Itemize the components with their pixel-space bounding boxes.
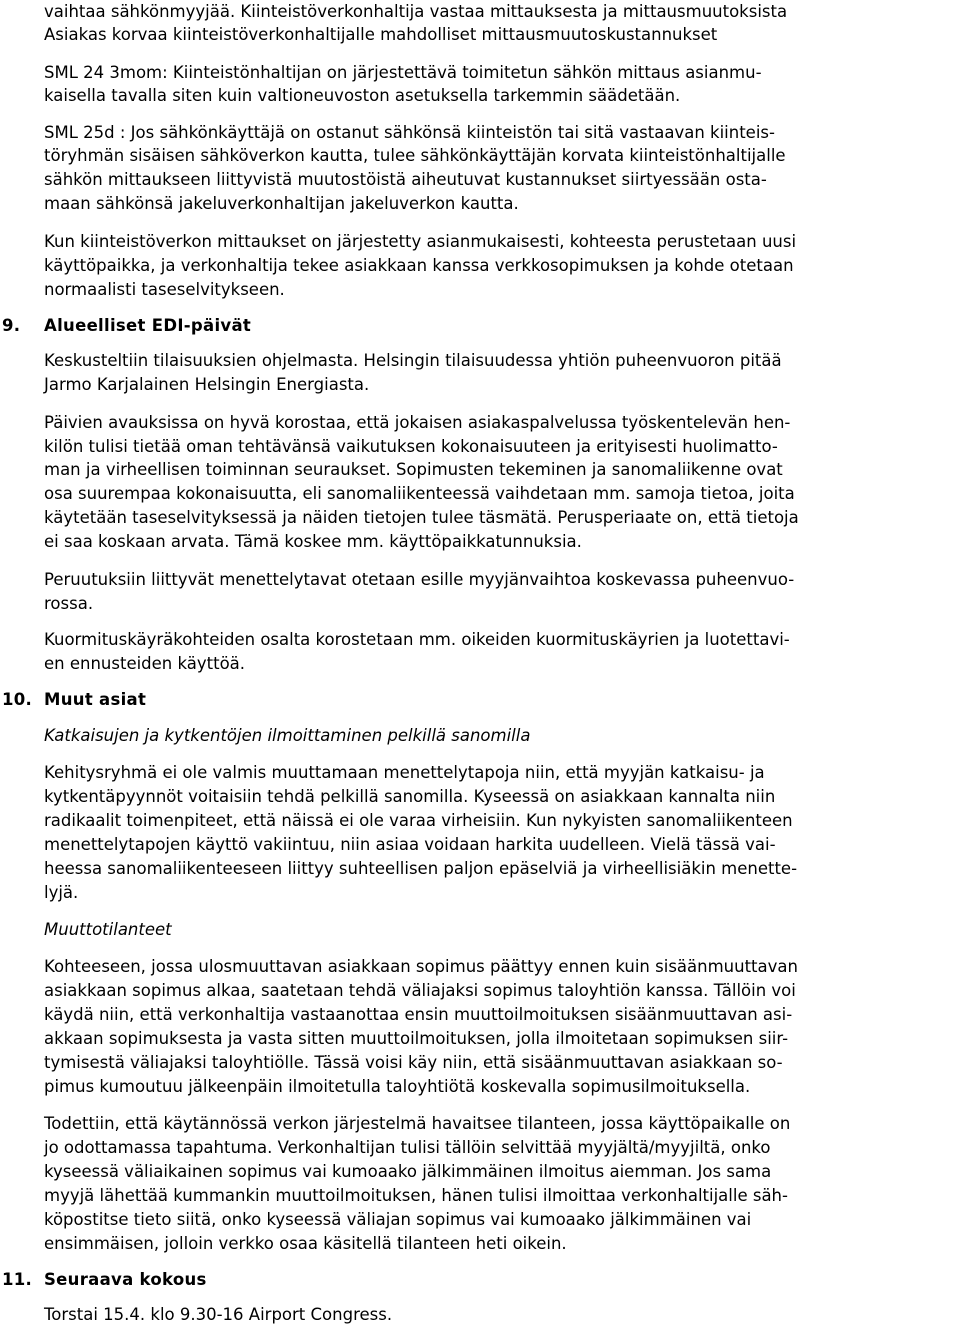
body-line: kaisella tavalla siten kuin valtioneuvoston asetuksella tarkemmin säädetään. bbox=[44, 86, 681, 105]
body-line: käydä niin, että verkonhaltija vastaanottaa ensin muuttoilmoituksen sisäänmuuttavan asi- bbox=[44, 1005, 793, 1024]
section-10-number: 10. bbox=[2, 690, 33, 709]
body-line: lyjä. bbox=[44, 883, 79, 902]
body-line: käyttöpaikka, ja verkonhaltija tekee asiakkaan kanssa verkkosopimuksen ja kohde otetaan bbox=[44, 256, 794, 275]
body-line: normaalisti taseselvitykseen. bbox=[44, 280, 285, 299]
body-line: käytetään taseselvityksessä ja näiden tietojen tulee täsmätä. Perusperiaate on, että tietoja bbox=[44, 508, 799, 527]
body-line: pimus kumoutuu jälkeenpäin ilmoitetulla taloyhtiötä koskevalla sopimusilmoituksella. bbox=[44, 1077, 751, 1096]
body-line: rossa. bbox=[44, 594, 94, 613]
meeting-date-line: Torstai 15.4. klo 9.30-16 Airport Congress. bbox=[44, 1305, 393, 1324]
body-line: asiakkaan sopimus alkaa, saatetaan tehdä väliajaksi sopimus taloyhtiön kanssa. Tällöin voi bbox=[44, 981, 796, 1000]
body-line: ensimmäisen, jolloin verkko osaa käsitellä tilanteen heti oikein. bbox=[44, 1234, 567, 1253]
body-line: man ja virheellisen toiminnan seuraukset. Sopimusten tekeminen ja sanomaliikenne ovat bbox=[44, 460, 783, 479]
body-line: vaihtaa sähkönmyyjää. Kiinteistöverkonhaltija vastaa mittauksesta ja mittausmuutoksista bbox=[44, 2, 788, 21]
body-line: Kohteeseen, jossa ulosmuuttavan asiakkaan sopimus päättyy ennen kuin sisäänmuuttavan bbox=[44, 957, 798, 976]
body-line: Peruutuksiin liittyvät menettelytavat otetaan esille myyjänvaihtoa koskevassa puheenvuo- bbox=[44, 570, 795, 589]
body-line: en ennusteiden käyttöä. bbox=[44, 654, 246, 673]
body-line: sähkön mittaukseen liittyvistä muutostöistä aiheutuvat kustannukset siirtyessään osta- bbox=[44, 170, 767, 189]
body-line: Kun kiinteistöverkon mittaukset on järjestetty asianmukaisesti, kohteesta perustetaan uusi bbox=[44, 232, 797, 251]
body-line: radikaalit toimenpiteet, että näissä ei ole varaa virheisiin. Kun nykyisten sanomaliikenteen bbox=[44, 811, 793, 830]
body-line: kilön tulisi tietää oman tehtävänsä vaikutuksen kokonaisuuteen ja erityisesti huolimatto- bbox=[44, 437, 778, 456]
body-line: ei saa koskaan arvata. Tämä koskee mm. käyttöpaikkatunnuksia. bbox=[44, 532, 582, 551]
section-10-heading: Muut asiat bbox=[44, 690, 147, 709]
body-line: myyjä lähettää kummankin muuttoilmoituksen, hänen tulisi ilmoittaa verkonhaltijalle säh- bbox=[44, 1186, 788, 1205]
body-line: tymisestä väliajaksi taloyhtiölle. Tässä voisi käy niin, että sisäänmuuttavan asiakkaan so- bbox=[44, 1053, 783, 1072]
body-line: SML 24 3mom: Kiinteistönhaltijan on järjestettävä toimitetun sähkön mittaus asianmu- bbox=[44, 63, 762, 82]
body-line: Jarmo Karjalainen Helsingin Energiasta. bbox=[44, 375, 370, 394]
body-line: Kuormituskäyräkohteiden osalta korostetaan mm. oikeiden kuormituskäyrien ja luotettavi- bbox=[44, 630, 790, 649]
subheading-disconnect: Katkaisujen ja kytkentöjen ilmoittaminen pelkillä sanomilla bbox=[44, 726, 531, 745]
subheading-moves: Muuttotilanteet bbox=[44, 920, 172, 939]
body-line: heessa sanomaliikenteeseen liittyy suhteellisen paljon epäselviä ja virheellisiäkin menette- bbox=[44, 859, 798, 878]
body-line: kyseessä väliaikainen sopimus vai kumoaako jälkimmäinen ilmoitus aiemman. Jos sama bbox=[44, 1162, 772, 1181]
section-9-heading: Alueelliset EDI-päivät bbox=[44, 316, 252, 335]
body-line: Päivien avauksissa on hyvä korostaa, että jokaisen asiakaspalvelussa työskentelevän hen- bbox=[44, 413, 791, 432]
section-9-number: 9. bbox=[2, 316, 21, 335]
body-line: töryhmän sisäisen sähköverkon kautta, tulee sähkönkäyttäjän korvata kiinteistönhaltijalle bbox=[44, 146, 786, 165]
body-line: osa suurempaa kokonaisuutta, eli sanomaliikenteessä vaihdetaan mm. samoja tietoa, joita bbox=[44, 484, 795, 503]
section-11-number: 11. bbox=[2, 1270, 33, 1289]
body-line: Asiakas korvaa kiinteistöverkonhaltijalle mahdolliset mittausmuutoskustannukset bbox=[44, 25, 718, 44]
body-line: menettelytapojen käyttö vakiintuu, niin asiaa voidaan harkita uudelleen. Vielä tässä vai- bbox=[44, 835, 776, 854]
body-line: SML 25d : Jos sähkönkäyttäjä on ostanut sähkönsä kiinteistön tai sitä vastaavan kiinteis- bbox=[44, 123, 775, 142]
body-line: Keskusteltiin tilaisuuksien ohjelmasta. Helsingin tilaisuudessa yhtiön puheenvuoron pitää bbox=[44, 351, 782, 370]
section-11-heading: Seuraava kokous bbox=[44, 1270, 207, 1289]
body-line: akkaan sopimuksesta ja vasta sitten muuttoilmoituksen, jolla ilmoitetaan sopimuksen siir- bbox=[44, 1029, 789, 1048]
body-line: jo odottamassa tapahtuma. Verkonhaltijan tulisi tällöin selvittää myyjältä/myyjiltä, onko bbox=[44, 1138, 771, 1157]
body-line: Todettiin, että käytännössä verkon järjestelmä havaitsee tilanteen, jossa käyttöpaikalle on bbox=[44, 1114, 791, 1133]
body-line: kytkentäpyynnöt voitaisiin tehdä pelkillä sanomilla. Kyseessä on asiakkaan kannalta niin bbox=[44, 787, 776, 806]
body-line: maan sähkönsä jakeluverkonhaltijan jakeluverkon kautta. bbox=[44, 194, 519, 213]
body-line: köpostitse tieto siitä, onko kyseessä väliajan sopimus vai kumoaako jälkimmäinen vai bbox=[44, 1210, 752, 1229]
body-line: Kehitysryhmä ei ole valmis muuttamaan menettelytapoja niin, että myyjän katkaisu- ja bbox=[44, 763, 765, 782]
